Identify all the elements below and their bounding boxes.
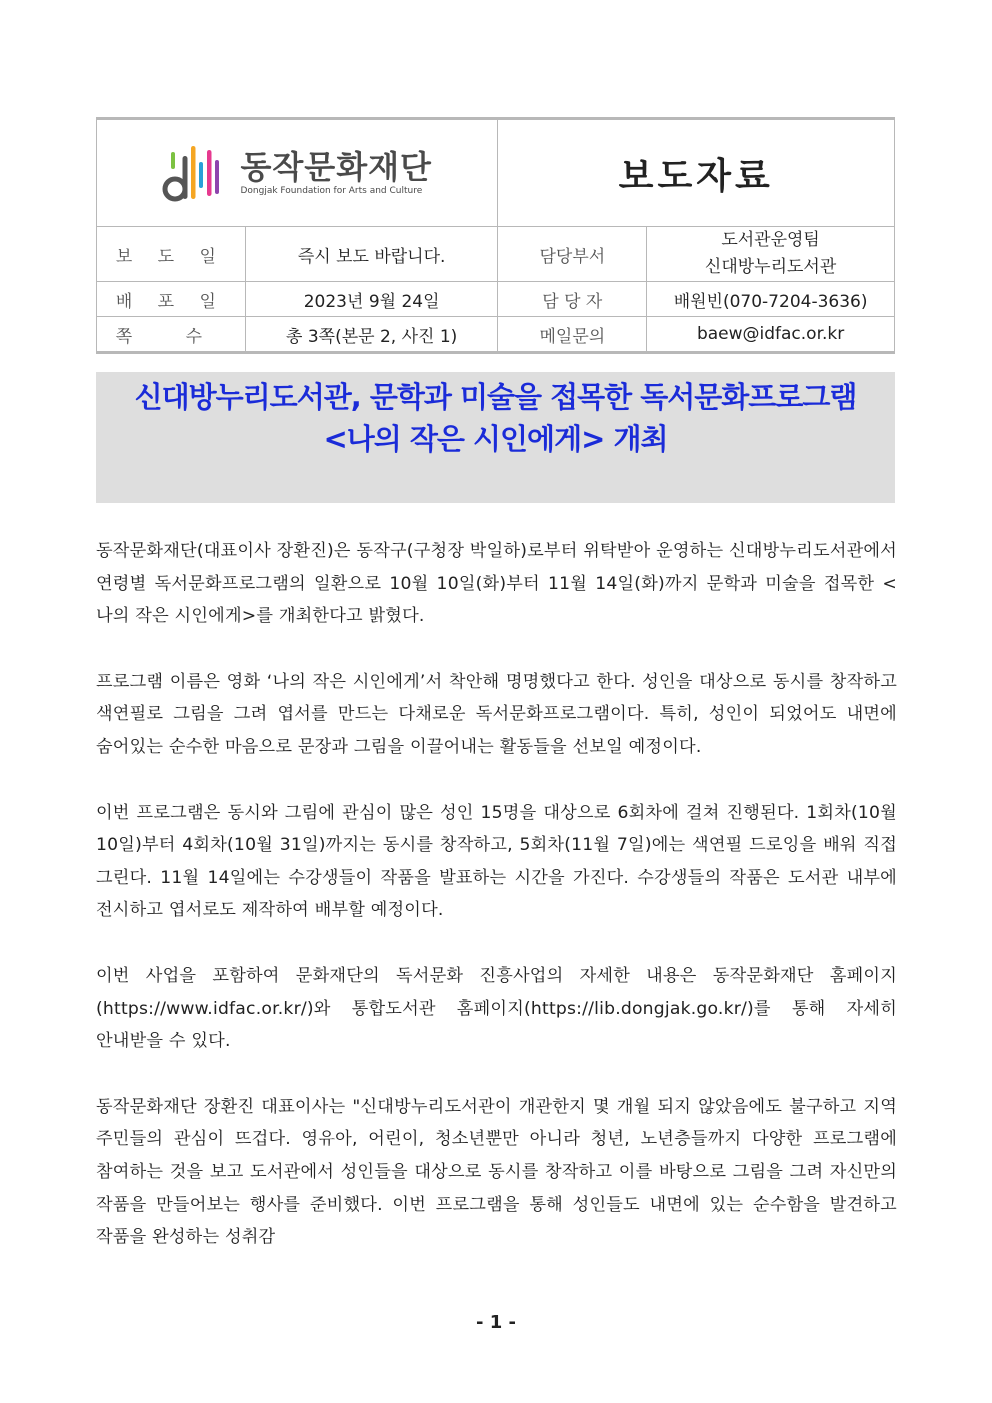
logo-name: 동작문화재단 bbox=[240, 148, 432, 186]
logo-cell bbox=[97, 119, 498, 227]
contact-person-value: 배원빈(070-7204-3636) bbox=[647, 282, 895, 317]
department-label: 담당부서 bbox=[498, 227, 647, 282]
page-count-value: 총 3쪽(본문 2, 사진 1) bbox=[245, 317, 498, 353]
email-value: baew@idfac.or.kr bbox=[647, 317, 895, 353]
press-header-table bbox=[96, 117, 895, 354]
headline-box bbox=[96, 372, 895, 503]
distribution-date-label: 배 포 일 bbox=[97, 282, 246, 317]
page-count-label: 쪽 수 bbox=[97, 317, 246, 353]
paragraph-2: 프로그램 이름은 영화 ‘나의 작은 시인에게’서 착안해 명명했다고 한다. 성인을 대상으로 동시를 창작하고 색연필로 그림을 그려 엽서를 만드는 다채로운 독서문화프로그램이다. 특히, 성인이 되었어도 내면에 숨어있는 순수한 마음으로 문장과 그림을 이끌어내는 활동들을 선보일 예정이다. bbox=[96, 671, 897, 757]
paragraph-1: 동작문화재단(대표이사 장환진)은 동작구(구청장 박일하)로부터 위탁받아 운영하는 신대방누리도서관에서 연령별 독서문화프로그램의 일환으로 10월 10일(화)부터 11월 14일(화)까지 문학과 미술을 접목한 <나의 작은 시인에게>를 개최한다고 밝혔다. bbox=[96, 541, 897, 627]
release-date-label: 보 도 일 bbox=[97, 227, 246, 282]
email-label: 메일문의 bbox=[498, 317, 647, 353]
press-title: 보도자료 bbox=[618, 155, 774, 197]
headline-line-1: 신대방누리도서관, 문학과 미술을 접목한 독서문화프로그램 bbox=[134, 380, 857, 414]
logo-mark-icon bbox=[162, 142, 228, 204]
release-date-value: 즉시 보도 바랍니다. bbox=[245, 227, 498, 282]
page-number: - 1 - bbox=[476, 1312, 516, 1333]
headline-line-2: <나의 작은 시인에게> 개최 bbox=[323, 422, 668, 456]
paragraph-5: 동작문화재단 장환진 대표이사는 "신대방누리도서관이 개관한지 몇 개월 되지 않았음에도 불구하고 지역 주민들의 관심이 뜨겁다. 영유아, 어린이, 청소년뿐만 아니라 청년, 노년층들까지 다양한 프로그램에 참여하는 것을 보고 도서관에서 성인들을 대상으로 동시를 창작하고 이를 바탕으로 그림을 그려 자신만의 작품을 만들어보는 행사를 준비했다. 이번 프로그램을 통해 성인들도 내면에 있는 순수함을 발견하고 작품을 완성하는 성취감 bbox=[96, 1096, 897, 1248]
article-body bbox=[96, 535, 897, 1287]
department-line2: 신대방누리도서관 bbox=[704, 257, 837, 277]
department-value bbox=[647, 227, 895, 282]
logo-subtitle: Dongjak Foundation for Arts and Culture bbox=[240, 186, 423, 196]
department-line1: 도서관운영팀 bbox=[721, 230, 820, 250]
contact-person-label: 담 당 자 bbox=[498, 282, 647, 317]
paragraph-4: 이번 사업을 포함하여 문화재단의 독서문화 진흥사업의 자세한 내용은 동작문화재단 홈페이지(https://www.idfac.or.kr/)와 통합도서관 홈페이지(https://lib.dongjak.go.kr/)를 통해 자세히 안내받을 수 있다. bbox=[96, 965, 897, 1052]
press-title-cell bbox=[498, 119, 895, 227]
distribution-date-value: 2023년 9월 24일 bbox=[245, 282, 498, 317]
paragraph-3: 이번 프로그램은 동시와 그림에 관심이 많은 성인 15명을 대상으로 6회차에 걸쳐 진행된다. 1회차(10월 10일)부터 4회차(10월 31일)까지는 동시를 창작하고, 5회차(11월 7일)에는 색연필 드로잉을 배워 직접 그린다. 11월 14일에는 수강생들이 작품을 발표하는 시간을 가진다. 수강생들의 작품은 도서관 내부에 전시하고 엽서로도 제작하여 배부할 예정이다. bbox=[96, 802, 897, 921]
foundation-logo bbox=[97, 142, 497, 204]
